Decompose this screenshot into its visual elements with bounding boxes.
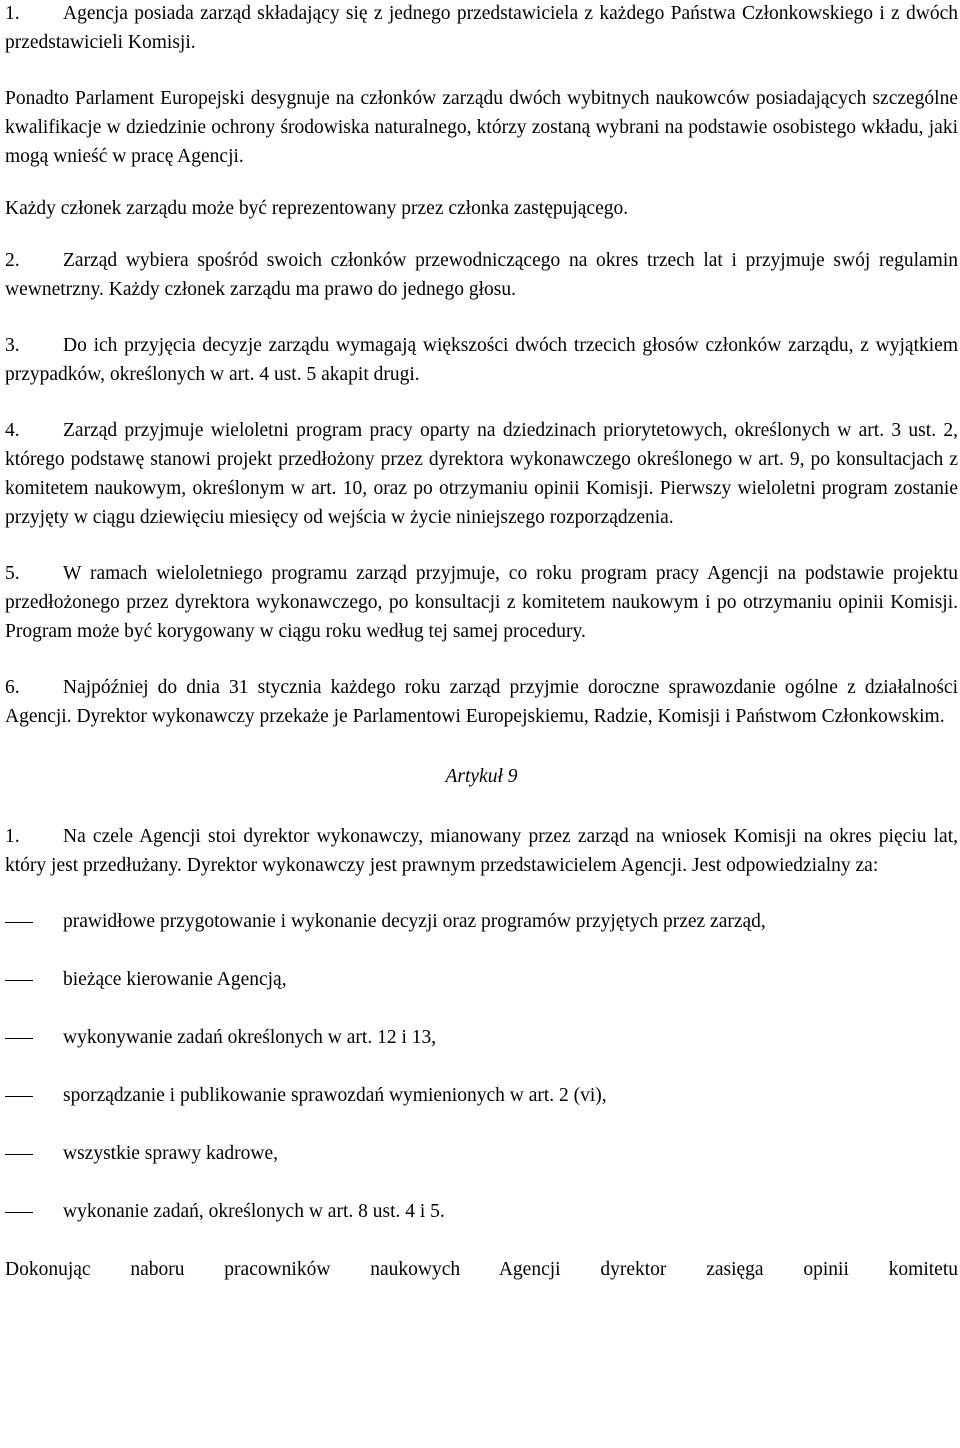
article-9-paragraph-1 bbox=[5, 822, 958, 880]
paragraph-5 bbox=[5, 559, 958, 646]
paragraph-number: 3. bbox=[5, 335, 20, 356]
paragraph-text: Na czele Agencji stoi dyrektor wykonawczy, mianowany przez zarząd na wniosek Komisji na okres pięciu lat, który jest przedłużany. Dyrektor wykonawczy jest prawnym przedstawicielem Agencji. Jest odpowiedzialny za: bbox=[5, 826, 958, 876]
paragraph-number: 1. bbox=[5, 3, 20, 24]
paragraph-number: 1. bbox=[5, 826, 20, 847]
paragraph-text: Zarząd wybiera spośród swoich członków przewodniczącego na okres trzech lat i przyjmuje swój regulamin wewnetrzny. Każdy członek zarządu ma prawo do jednego głosu. bbox=[5, 250, 958, 300]
list-item-text: wykonanie zadań, określonych w art. 8 ust. 4 i 5. bbox=[63, 1201, 445, 1222]
list-item bbox=[5, 1139, 958, 1168]
paragraph-number: 5. bbox=[5, 563, 20, 584]
list-item bbox=[5, 1081, 958, 1110]
list-item-text: prawidłowe przygotowanie i wykonanie decyzji oraz programów przyjętych przez zarząd, bbox=[63, 911, 766, 932]
paragraph-number: 6. bbox=[5, 677, 20, 698]
final-paragraph: Dokonując naboru pracowników naukowych Agencji dyrektor zasięga opinii komitetu bbox=[5, 1259, 958, 1280]
list-item bbox=[5, 907, 958, 936]
paragraph-4 bbox=[5, 416, 958, 532]
list-item-text: bieżące kierowanie Agencją, bbox=[63, 969, 287, 990]
list-item-text: wykonywanie zadań określonych w art. 12 i 13, bbox=[63, 1027, 437, 1048]
paragraph-1 bbox=[5, 0, 958, 57]
paragraph-6 bbox=[5, 673, 958, 731]
paragraph-1-continuation: Ponadto Parlament Europejski desygnuje na członków zarządu dwóch wybitnych naukowców posiadających szczególne kwalifikacje w dziedzinie ochrony środowiska naturalnego, którzy zostaną wybrani na podstawie osobistego wkładu, jaki mogą wnieść w pracę Agencji. bbox=[5, 88, 958, 167]
paragraph-3 bbox=[5, 331, 958, 389]
paragraph-text: Agencja posiada zarząd składający się z jednego przedstawiciela z każdego Państwa Członkowskiego i z dwóch przedstawicieli Komisji. bbox=[5, 3, 958, 53]
document-page bbox=[5, 0, 958, 1284]
paragraph-text: Najpóźniej do dnia 31 stycznia każdego roku zarząd przyjmie doroczne sprawozdanie ogólne z działalności Agencji. Dyrektor wykonawczy przekaże je Parlamentowi Europejskiemu, Radzie, Komisji i Państwom Członkowskim. bbox=[5, 677, 958, 727]
paragraph-text: W ramach wieloletniego programu zarząd przyjmuje, co roku program pracy Agencji na podstawie projektu przedłożonego przez dyrektora wykonawczego, po konsultacji z komitetem naukowym i po otrzymaniu opinii Komisji. Program może być korygowany w ciągu roku według tej samej procedury. bbox=[5, 563, 958, 642]
paragraph-1-substitute: Każdy członek zarządu może być reprezentowany przez członka zastępującego. bbox=[5, 198, 629, 219]
paragraph-number: 2. bbox=[5, 250, 20, 271]
paragraph-text: Zarząd przyjmuje wieloletni program pracy oparty na dziedzinach priorytetowych, określonych w art. 3 ust. 2, którego podstawę stanowi projekt przedłożony przez dyrektora wykonawczego określonego w art. 9, po konsultacjach z komitetem naukowym, określonym w art. 10, oraz po otrzymaniu opinii Komisji. Pierwszy wieloletni program zostanie przyjęty w ciągu dziewięciu miesięcy od wejścia w życie niniejszego rozporządzenia. bbox=[5, 420, 958, 528]
list-item bbox=[5, 965, 958, 994]
list-item-text: wszystkie sprawy kadrowe, bbox=[63, 1143, 278, 1164]
list-item bbox=[5, 1197, 958, 1226]
list-item bbox=[5, 1023, 958, 1052]
paragraph-text: Do ich przyjęcia decyzje zarządu wymagają większości dwóch trzecich głosów członków zarządu, z wyjątkiem przypadków, określonych w art. 4 ust. 5 akapit drugi. bbox=[5, 335, 958, 385]
article-heading: Artykuł 9 bbox=[445, 766, 518, 787]
paragraph-2 bbox=[5, 246, 958, 304]
paragraph-number: 4. bbox=[5, 420, 20, 441]
list-item-text: sporządzanie i publikowanie sprawozdań wymienionych w art. 2 (vi), bbox=[63, 1085, 607, 1106]
